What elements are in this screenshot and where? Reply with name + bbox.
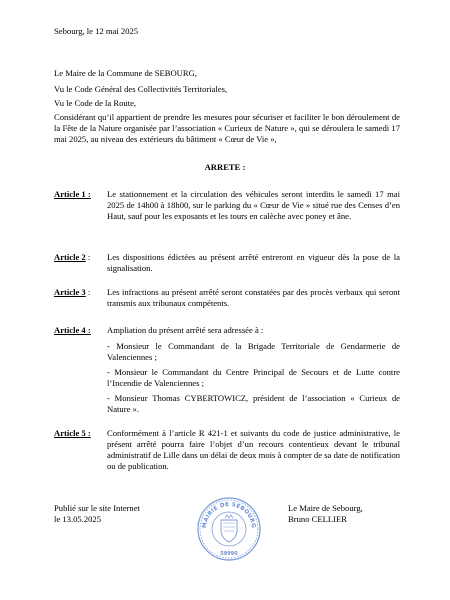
signature-line-1: Le Maire de Sebourg, — [288, 503, 363, 513]
considering-paragraph: Considérant qu’il appartient de prendre les mesures pour sécuriser et faciliter le bon déroulement de la Fête de la Nature organisée par l’association « Curieux de Nature », qui se déroulera le samedi 17 mai 2025, au niveau des extérieurs du bâtiment « Cœur de Vie », — [54, 112, 400, 144]
mairie-seal-stamp — [196, 496, 262, 562]
article-3-heading — [54, 287, 90, 298]
code-line-1: Vu le Code Général des Collectivités Territoriales, — [54, 84, 228, 94]
article-4-text: Ampliation du présent arrêté sera adressée à : — [107, 325, 264, 335]
signature-line-2: Bruno CELLIER — [288, 514, 347, 524]
article-4-recipient-3: - Monsieur Thomas CYBERTOWICZ, président de l’association « Curieux de Nature ». — [107, 393, 400, 414]
stamp-top-text: MAIRIE DE SEBOURG — [201, 501, 257, 529]
article-1-text: Le stationnement et la circulation des véhicules seront interdits le samedi 17 mai 2025 de 14h00 à 18h00, sur le parking du « Cœur de Vie » situé rue des Censes d’en Haut, sauf pour les exposants et les tours en calèche avec poney et âne. — [107, 189, 400, 221]
article-3-label: Article 3 — [54, 287, 86, 297]
article-2-label: Article 2 — [54, 252, 86, 262]
arrete-title: ARRETE : — [204, 162, 246, 172]
article-5-text: Conformément à l’article R 421-1 et suivants du code de justice administrative, le présent arrêté pourra faire l’objet d’un recours contentieux devant le tribunal administratif de Lille dans un délai de deux mois à compter de sa date de notification ou de publication. — [107, 428, 400, 471]
article-3-text: Les infractions au présent arrêté seront constatées par des procès verbaux qui seront transmis aux tribunaux compétents. — [107, 287, 400, 308]
published-line-2: le 13.05.2025 — [54, 514, 102, 524]
svg-text:MAIRIE DE SEBOURG — [202, 502, 256, 529]
published-line-1: Publié sur le site Internet — [54, 503, 140, 513]
mayor-line: Le Maire de la Commune de SEBOURG, — [54, 68, 197, 78]
article-2-heading — [54, 252, 90, 263]
article-1-label: Article 1 : — [54, 189, 91, 199]
article-4-label: Article 4 : — [54, 325, 91, 335]
article-4-recipient-2: - Monsieur le Commandant du Centre Principal de Secours et de Lutte contre l’Incendie de Valenciennes ; — [107, 367, 400, 388]
stamp-bottom-text: 59990 — [220, 551, 238, 557]
code-line-2: Vu le Code de la Route, — [54, 98, 137, 108]
article-2-text: Les dispositions édictées au présent arrêté entreront en vigueur dès la pose de la signalisation. — [107, 252, 400, 273]
place-date: Sebourg, le 12 mai 2025 — [54, 26, 139, 36]
article-5-label: Article 5 : — [54, 428, 91, 438]
article-3-colon: : — [85, 287, 91, 297]
article-4-recipient-1: - Monsieur le Commandant de la Brigade Territoriale de Gendarmerie de Valenciennes ; — [107, 341, 400, 362]
article-2-colon: : — [85, 252, 91, 262]
